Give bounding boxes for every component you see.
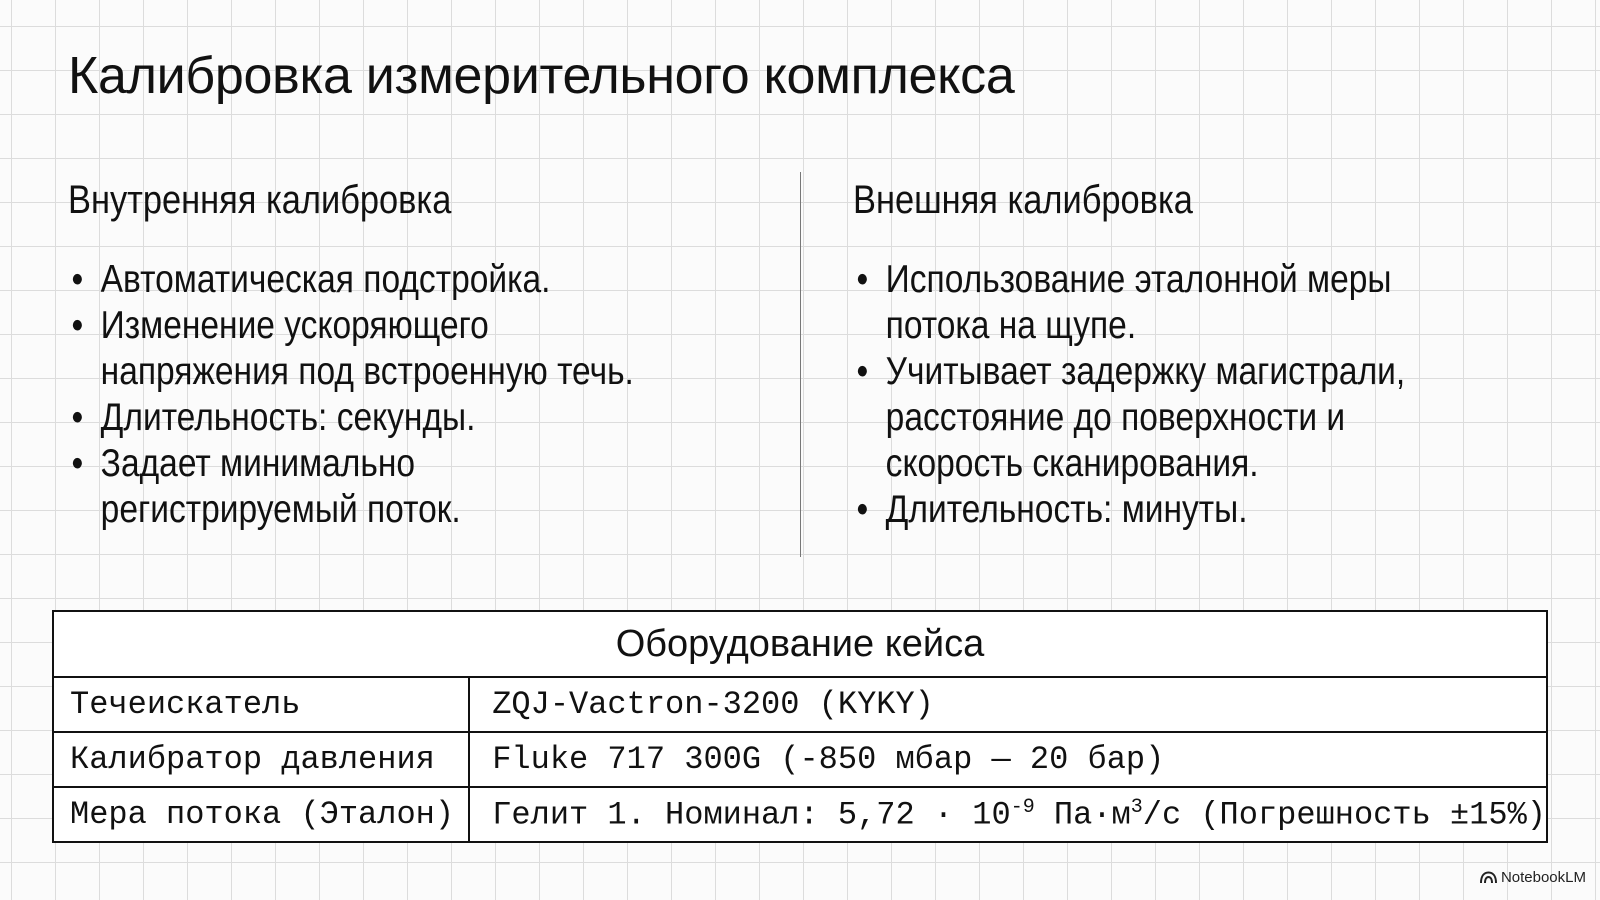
- equipment-value-cell: ZQJ-Vactron-3200 (KYKY): [469, 677, 1547, 732]
- internal-calibration-section: [68, 178, 758, 533]
- bullet-icon: •: [71, 304, 84, 347]
- equipment-name-cell: Калибратор давления: [53, 732, 469, 787]
- internal-calibration-heading: Внутренняя калибровка: [68, 178, 452, 222]
- notebooklm-logo-icon: [1480, 871, 1497, 884]
- bullet-icon: •: [71, 442, 84, 485]
- external-calibration-list: [853, 257, 1543, 533]
- equipment-name-cell: Течеискатель: [53, 677, 469, 732]
- equipment-value-cell: Fluke 717 300G (-850 мбар — 20 бар): [469, 732, 1547, 787]
- table-row: [53, 787, 1547, 842]
- list-item: • Изменение ускоряющего напряжения под встроенную течь.: [71, 304, 634, 393]
- list-item: • Длительность: секунды.: [71, 396, 476, 439]
- equipment-table: [52, 610, 1548, 843]
- table-header-row: [53, 611, 1547, 677]
- bullet-icon: •: [71, 396, 84, 439]
- equipment-table-heading: Оборудование кейса: [53, 611, 1547, 677]
- list-item: • Длительность: минуты.: [856, 488, 1248, 531]
- bullet-icon: •: [71, 258, 84, 301]
- list-item: • Автоматическая подстройка.: [71, 258, 551, 301]
- table-row: [53, 732, 1547, 787]
- equipment-value-cell: Гелит 1. Номинал: $5,72 \cdot 10^{-9}$ $Па\cdot м^3/с$ (Погрешность ±15%): [469, 787, 1547, 842]
- internal-calibration-list: [68, 257, 758, 533]
- notebooklm-brand: [1480, 869, 1586, 886]
- brand-label: NotebookLM: [1500, 869, 1586, 886]
- page-title: Калибровка измерительного комплекса: [68, 47, 1015, 105]
- column-divider: [800, 172, 801, 557]
- bullet-icon: •: [856, 488, 869, 531]
- external-calibration-heading: Внешняя калибровка: [853, 178, 1193, 222]
- list-item: • Задает минимально регистрируемый поток.: [71, 442, 461, 531]
- table-row: [53, 677, 1547, 732]
- bullet-icon: •: [856, 350, 869, 393]
- list-item: • Использование эталонной меры потока на щупе.: [856, 258, 1392, 347]
- bullet-icon: •: [856, 258, 869, 301]
- equipment-name-cell: Мера потока (Эталон): [53, 787, 469, 842]
- external-calibration-section: [853, 178, 1543, 533]
- list-item: • Учитывает задержку магистрали, расстояние до поверхности и скорость сканирования.: [856, 350, 1406, 485]
